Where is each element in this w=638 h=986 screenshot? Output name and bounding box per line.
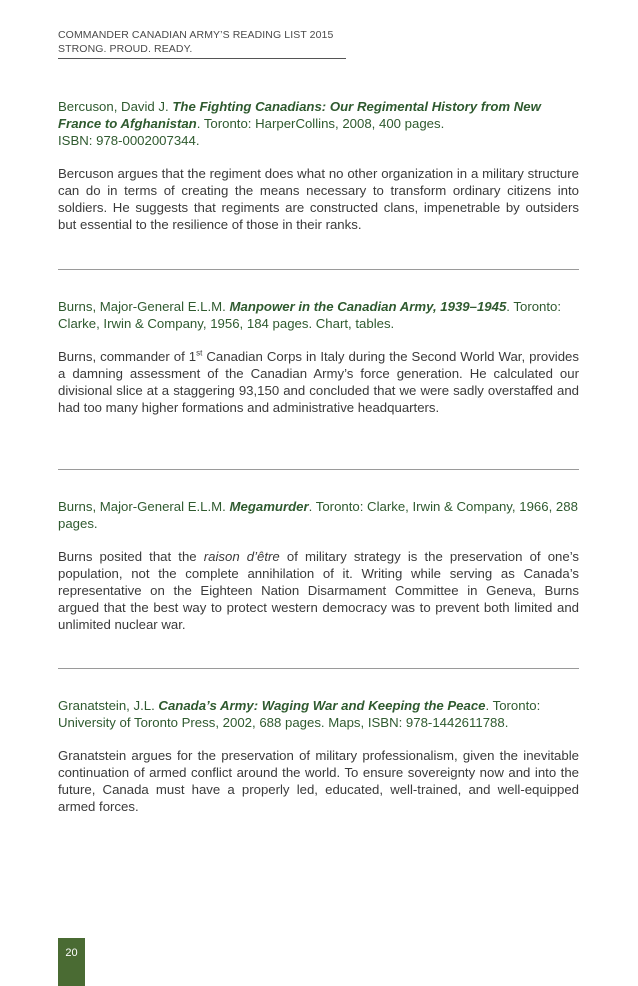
ordinal-suffix: st (196, 348, 203, 358)
entry-title: The Fighting Canadians: Our Regimental History from New France to Afghanistan (58, 99, 541, 131)
entry-title: Canada’s Army: Waging War and Keeping the Peace (158, 698, 486, 713)
entry-description (58, 548, 579, 633)
entry-divider (58, 469, 579, 470)
entry-author: Granatstein, J.L. (58, 698, 159, 713)
running-header (58, 28, 346, 56)
description-text: of military strategy is the preservation of one’s population, not the complete annihilation of it. Writing while serving as Canada’s representative on the Eighteen Nation Disarmament Committee in Geneva, Burns argued that the best way to protect western democracy was to prevent both limited and unlimited nuclear war. (58, 549, 579, 632)
description-text: Burns, commander of 1 (58, 349, 197, 364)
entry-details: . Toronto: Clarke, Irwin & Company, 1966, 288 pages. (58, 499, 578, 531)
description-text: Canadian Corps in Italy during the Second World War, provides a damning assessment of the Canadian Army’s force generation. He calculated our divisional slice at a staggering 93,150 and concluded that we were sadly overstaffed and had too many higher formations and administrative headquarters. (58, 349, 579, 415)
entry-details: . Toronto: University of Toronto Press, 2002, 688 pages. Maps, ISBN: 978-1442611788. (58, 698, 541, 730)
entry-details: . Toronto: HarperCollins, 2008, 400 pages. (196, 116, 445, 131)
reading-entry (58, 697, 579, 815)
header-series-title: COMMANDER CANADIAN ARMY’S READING LIST 2015 (58, 29, 334, 41)
entry-citation (58, 98, 579, 149)
page-number-tab: 20 (58, 938, 85, 986)
reading-entry (58, 98, 579, 233)
entry-citation (58, 498, 579, 532)
entry-isbn: ISBN: 978-0002007344. (58, 133, 200, 148)
header-tagline: STRONG. PROUD. READY. (58, 43, 193, 55)
entry-details: . Toronto: Clarke, Irwin & Company, 1956, 184 pages. Chart, tables. (58, 299, 562, 331)
entry-citation (58, 697, 579, 731)
entry-title: Manpower in the Canadian Army, 1939–1945 (229, 299, 507, 314)
header-divider (58, 58, 346, 59)
entry-title: Megamurder (229, 499, 309, 514)
entry-divider (58, 269, 579, 270)
entry-divider (58, 668, 579, 669)
description-italic-phrase: raison d’être (203, 549, 280, 564)
entry-description: Bercuson argues that the regiment does what no other organization in a military structure can do in terms of creating the means necessary to transform ordinary citizens into soldiers. He suggests that regiments are constructed clans, impenetrable by outsiders but essential to the resilience of those in their ranks. (58, 166, 579, 232)
entry-citation (58, 298, 579, 332)
reading-entry (58, 498, 579, 633)
entry-author: Burns, Major-General E.L.M. (58, 299, 230, 314)
entry-author: Burns, Major-General E.L.M. (58, 499, 230, 514)
entry-description: Granatstein argues for the preservation of military professionalism, given the inevitable continuation of armed conflict around the world. To ensure sovereignty now and into the future, Canada must have a properly led, educated, well-trained, and well-equipped armed forces. (58, 748, 579, 814)
description-text: Burns posited that the (58, 549, 204, 564)
entry-author: Bercuson, David J. (58, 99, 173, 114)
reading-entry (58, 298, 579, 416)
entry-description (58, 348, 579, 416)
